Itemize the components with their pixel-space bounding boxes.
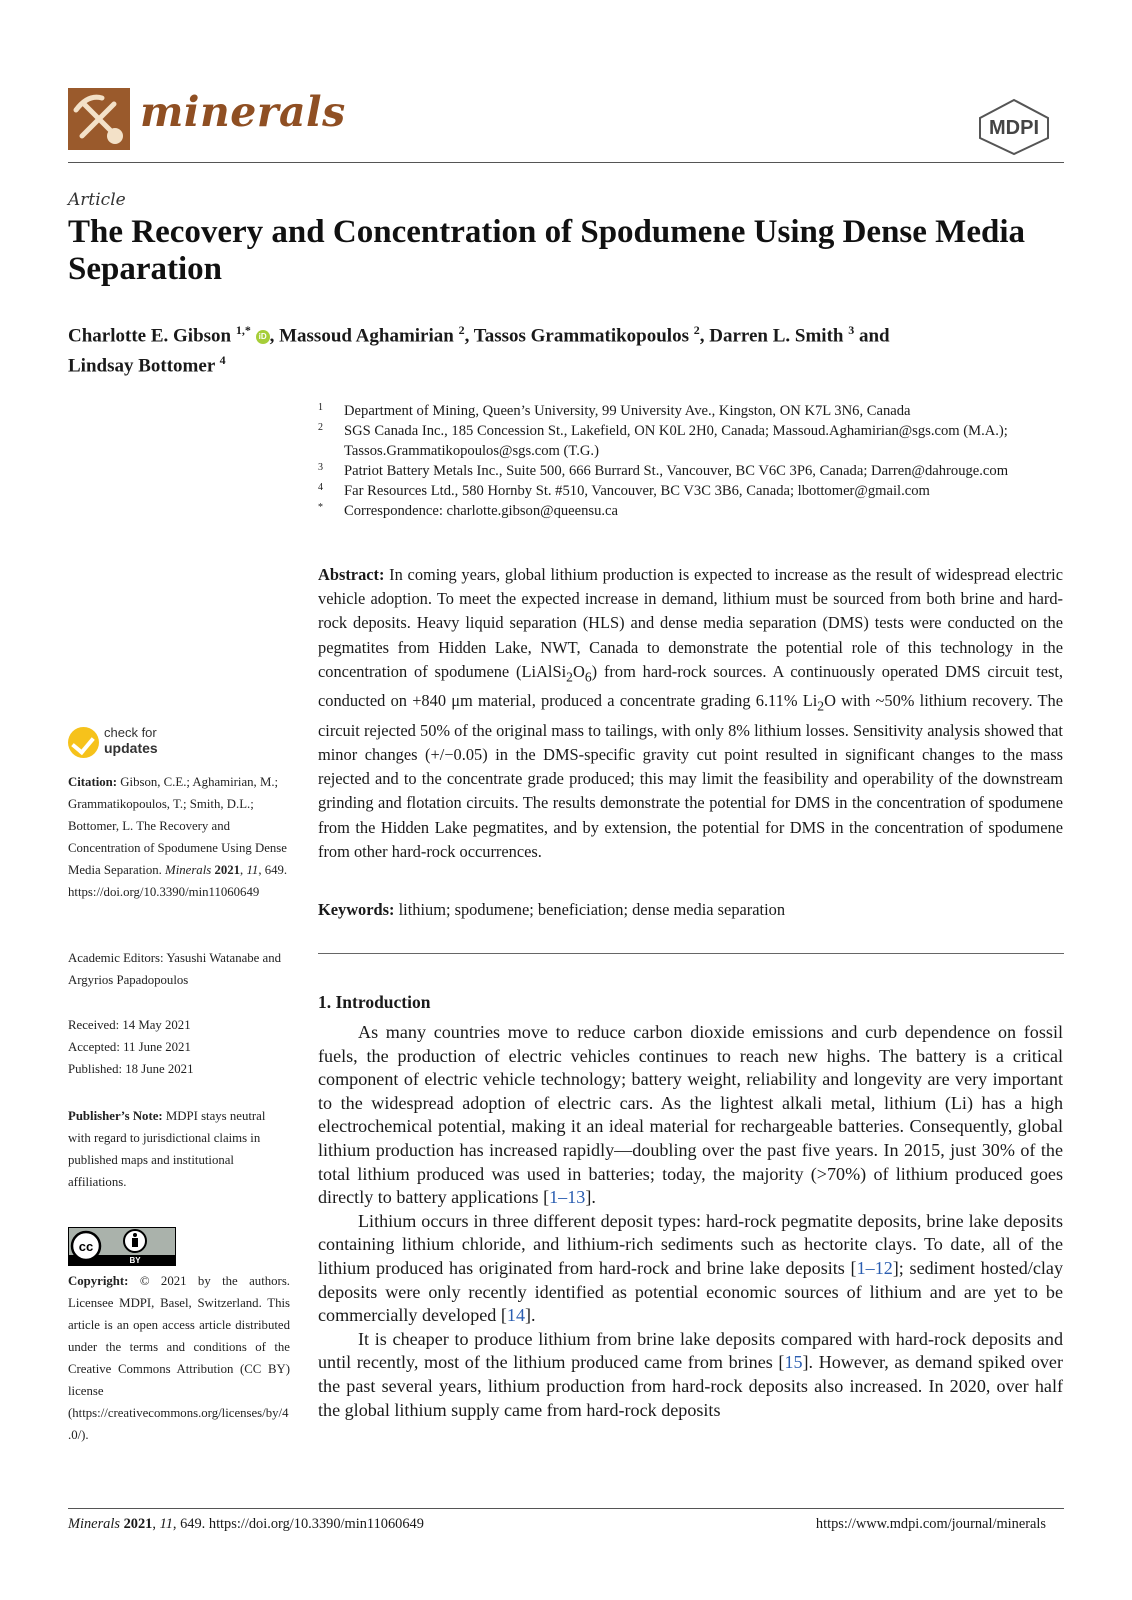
published-date: Published: 18 June 2021	[68, 1062, 194, 1076]
citation-doi-link[interactable]: https://doi.org/10.3390/min11060649	[68, 885, 260, 899]
correspondence-marker: *	[318, 502, 323, 513]
footer-doi[interactable]: , 649. https://doi.org/10.3390/min11060649	[172, 1516, 424, 1532]
footer-citation: Minerals 2021, 11, 649. https://doi.org/10.3390/min11060649	[68, 1516, 424, 1532]
author-affil-sup: 2	[458, 323, 465, 337]
affiliation-text: Department of Mining, Queen’s University, 99 University Ave., Kingston, ON K7L 3N6, Canada	[344, 403, 911, 419]
keywords-label: Keywords:	[318, 900, 395, 919]
abstract-text: ) from hard-rock sources. A continuously operated DMS circuit test, conducted on +840 μm material, produced a concentrate grading 6.11% Li	[318, 661, 1063, 711]
academic-editors: Academic Editors: Yasushi Watanabe and Argyrios Papadopoulos	[68, 951, 282, 987]
section-heading: 1. Introduction	[318, 992, 431, 1012]
author-name[interactable]: Massoud Aghamirian	[279, 325, 454, 347]
author-affil-sup: 1,*	[235, 323, 251, 337]
citation-block: Citation: Gibson, C.E.; Aghamirian, M.; Grammatikopoulos, T.; Smith, D.L.; Bottomer, L. The Recovery and Concentration of Spodumene Using Dense Media Separation. Minerals 2021, 11, 649. https://doi.org/10.3390/min11060649	[68, 775, 288, 899]
abstract	[318, 563, 1063, 864]
affiliations	[318, 401, 1078, 521]
received-date: Received: 14 May 2021	[68, 1018, 191, 1032]
abstract-text: O with ~50% lithium recovery. The circuit rejected 50% of the original mass to tailings, with only 8% lithium losses. Sensitivity analysis showed that minor changes (+/−0.05) in the DMS-specific gravity cut point resulted in significant changes to the mass rejected and to the concentrate grade produced; this may limit the feasibility and operability of the downstream grinding and flotation circuits. The results demonstrate the potential for DMS in the concentration of spodumene from the Hidden Lake pegmatites, and by extension, the potential for DMS in the concentration of spodumene from other hard-rock occurrences.	[318, 691, 1064, 861]
author-name[interactable]: Lindsay Bottomer	[68, 355, 215, 377]
affiliation-item	[318, 461, 1078, 481]
footer-year: 2021	[123, 1516, 153, 1532]
footer-journal-url[interactable]: https://www.mdpi.com/journal/minerals	[815, 1516, 1046, 1532]
affiliation-number: 3	[318, 462, 323, 473]
affiliation-item	[318, 401, 1078, 421]
correspondence-text: Correspondence: charlotte.gibson@queensu.ca	[344, 503, 619, 519]
affiliation-number: 4	[318, 482, 323, 493]
pubnote-label: Publisher’s Note:	[68, 1109, 163, 1123]
citation-journal: Minerals	[165, 863, 212, 877]
cc-by-label: BY	[129, 1256, 141, 1265]
check-for-updates-button[interactable]	[68, 725, 178, 761]
author-conjunction: and	[858, 325, 890, 347]
copyright-notice	[68, 1270, 290, 1446]
article-title: The Recovery and Concentration of Spodumene Using Dense Media Separation	[68, 214, 1025, 287]
affiliation-number: 2	[318, 422, 323, 433]
citation-label: Citation:	[68, 775, 118, 789]
author-list: Charlotte E. Gibson $^{1,*}$ iD , Massoud Aghamirian $^2$, Tassos Grammatikopoulos $^2$, Darren L. Smith $^3$ and Lindsay Bottomer $^4$	[68, 323, 890, 377]
journal-name: minerals	[140, 88, 346, 136]
author-affil-sup: 3	[848, 323, 855, 337]
publishers-note	[68, 1105, 290, 1193]
copyright-label: Copyright:	[68, 1274, 129, 1288]
paragraph: As many countries move to reduce carbon dioxide emissions and curb dependence on fossil fuels, the production of electric vehicles continues to reach new highs. The battery is a critical component of electric vehicle technology; battery weight, reliability and longevity are very important to the widespread adoption of electric cars. As the lightest alkali metal, lithium (Li) has a high electrochemical potential, making it an ideal material for rechargeable batteries. Consequently, global lithium production has increased rapidly—doubling over the past five years. In 2015, just 30% of the total lithium produced was used in batteries; today, the majority (>70%) of lithium produced goes directly to battery applications [1–13].	[318, 1022, 1063, 1208]
affiliation-text: Far Resources Ltd., 580 Hornby St. #510, Vancouver, BC V3C 3B6, Canada; lbottomer@gmail.com	[344, 483, 930, 499]
updates-label: updates	[104, 740, 158, 756]
citation-link[interactable]: 14	[506, 1305, 525, 1326]
citation-link[interactable]: 1–13	[549, 1187, 586, 1208]
subscript: 6	[584, 669, 592, 685]
pubnote-text: MDPI stays neutral with regard to jurisdictional claims in published maps and institutional affiliations.	[68, 1109, 266, 1189]
keywords	[318, 900, 1063, 920]
keywords-text: lithium; spodumene; beneficiation; dense media separation	[398, 900, 786, 919]
affiliation-text: SGS Canada Inc., 185 Concession St., Lakefield, ON K0L 2H0, Canada; Massoud.Aghamirian@sgs.com (M.A.); Tassos.Grammatikopoulos@sgs.com (T.G.)	[344, 423, 1008, 459]
subscript: 2	[566, 669, 573, 685]
mdpi-logo-text: MDPI	[989, 117, 1039, 139]
orcid-icon[interactable]: iD	[256, 330, 270, 344]
citation-link[interactable]: 1–12	[856, 1257, 893, 1278]
copyright-text: © 2021 by the authors. Licensee MDPI, Basel, Switzerland. This article is an open access article distributed under the terms and conditions of the Creative Commons Attribution (CC BY) license (https://creativecommons.org/licenses/by/4.0/).	[68, 1274, 290, 1442]
author-affil-sup: 2	[693, 323, 700, 337]
paragraph: It is cheaper to produce lithium from brine lake deposits compared with hard-rock deposits and until recently, most of the lithium produced came from brines [15]. However, as demand spiked over the past several years, lithium production from hard-rock deposits also increased. In 2020, over half the global lithium supply came from hard-rock deposits	[318, 1328, 1063, 1420]
affiliation-item	[318, 421, 1078, 461]
mdpi-logo	[978, 98, 1050, 156]
svg-text:cc: cc	[78, 1239, 94, 1254]
citation-link[interactable]: 15	[784, 1352, 803, 1373]
publication-dates	[68, 1014, 290, 1080]
cc-by-license-badge[interactable]	[68, 1227, 176, 1266]
footer-journal: Minerals	[68, 1516, 120, 1532]
affiliation-text: Patriot Battery Metals Inc., Suite 500, 666 Burrard St., Vancouver, BC V6C 3P6, Canada; Darren@dahrouge.com	[344, 463, 1009, 479]
citation-year: 2021	[214, 863, 241, 877]
pickaxe-shovel-icon	[68, 88, 130, 150]
abstract-text: In coming years, global lithium production is expected to increase as the result of widespread electric vehicle adoption. To meet the expected increase in demand, lithium must be sourced from both brine and hard-rock deposits. Heavy liquid separation (HLS) and dense media separation (DMS) tests were conducted on the pegmatites from Hidden Lake, NWT, Canada to demonstrate the potential role of this technology in the concentration of spodumene (LiAlSi	[318, 565, 1063, 681]
affiliation-number: 1	[318, 402, 323, 413]
body-text	[318, 1021, 1063, 1422]
affiliation-item	[318, 481, 1078, 501]
paragraph: Lithium occurs in three different deposit types: hard-rock pegmatite deposits, brine lake deposits containing lithium chloride, and lithium-rich sediments such as hectorite clays. To date, all of the lithium produced has originated from hard-rock and brine lake deposits [1–12]; sediment hosted/clay deposits were only recently identified as potential economic sources of lithium and are yet to be commercially developed [14].	[318, 1210, 1064, 1326]
author-affil-sup: 4	[219, 353, 226, 368]
journal-logo	[68, 88, 130, 150]
check-icon	[68, 727, 99, 758]
citation-text: Gibson, C.E.; Aghamirian, M.; Grammatikopoulos, T.; Smith, D.L.; Bottomer, L. The Recovery and Concentration of Spodumene Using Dense Media Separation.	[68, 775, 287, 877]
citation-pages: , 649.	[258, 863, 288, 877]
footer-volume: 11	[159, 1516, 173, 1532]
author-name[interactable]: Tassos Grammatikopoulos	[473, 325, 689, 347]
check-label: check for	[104, 725, 157, 740]
correspondence-item	[318, 501, 1078, 521]
accepted-date: Accepted: 11 June 2021	[68, 1040, 191, 1054]
subscript: 2	[817, 698, 825, 714]
header-divider	[68, 162, 1064, 163]
abstract-divider	[318, 953, 1064, 954]
footer-divider	[68, 1508, 1064, 1509]
article-type: Article	[68, 190, 126, 210]
citation-volume: 11	[246, 863, 259, 877]
abstract-text: O	[572, 661, 585, 681]
abstract-label: Abstract:	[318, 565, 385, 584]
author-name[interactable]: Darren L. Smith	[709, 325, 844, 347]
author-name[interactable]: Charlotte E. Gibson	[68, 325, 232, 347]
